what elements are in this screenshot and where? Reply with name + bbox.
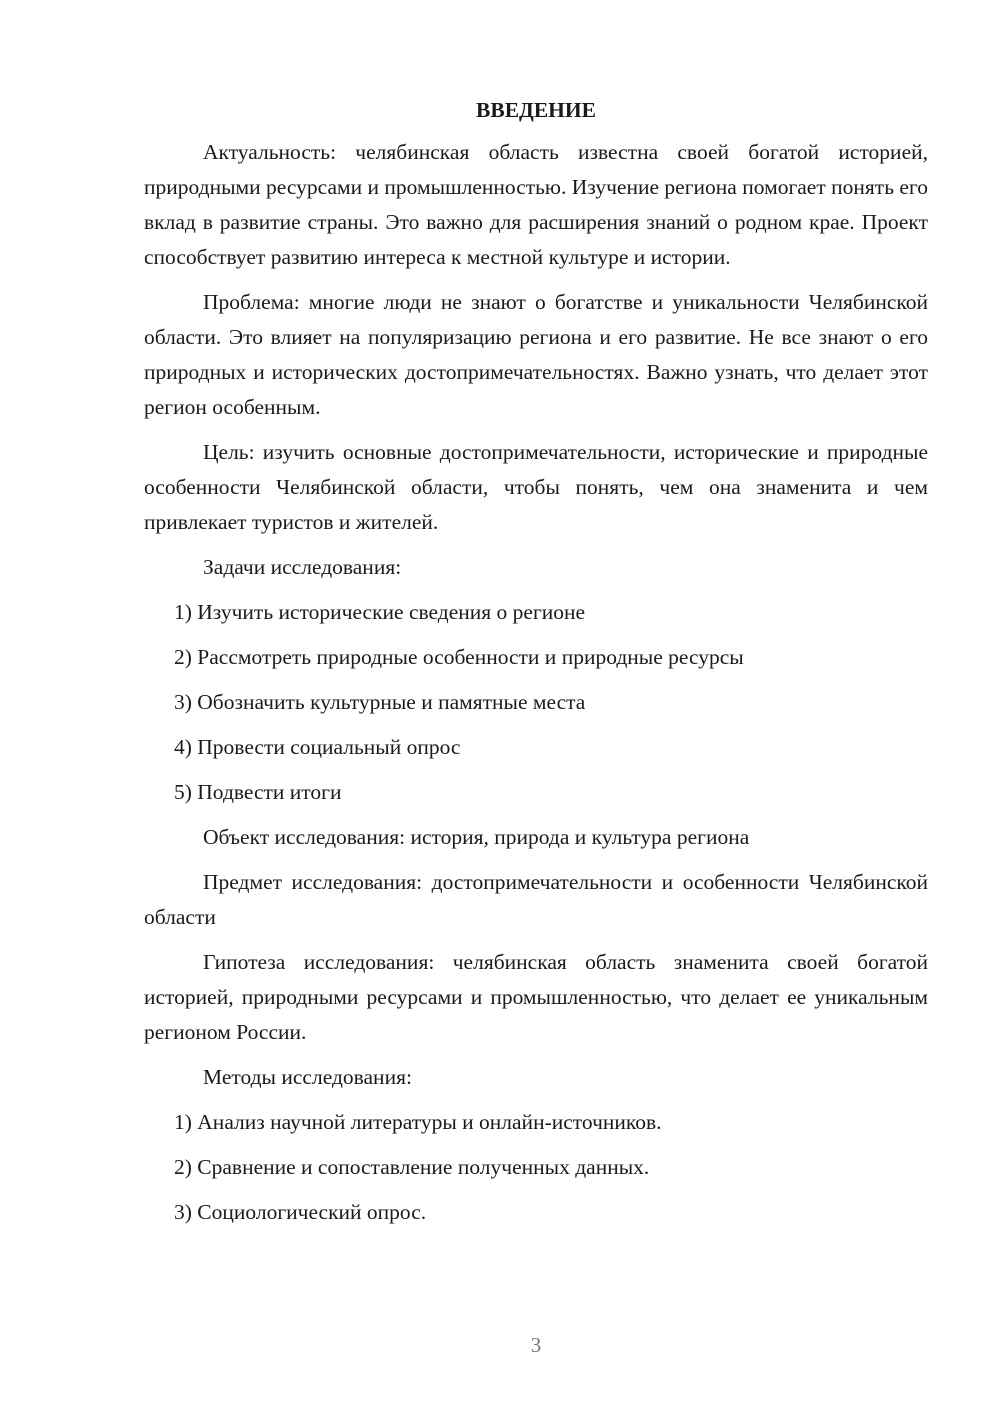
list-item: 3) Социологический опрос. <box>174 1200 427 1224</box>
list-item: 1) Анализ научной литературы и онлайн-источников. <box>174 1110 662 1134</box>
list-item: 5) Подвести итоги <box>174 780 342 804</box>
tasks-list <box>144 595 928 810</box>
methods-list <box>144 1105 928 1230</box>
page-title: ВВЕДЕНИЕ <box>476 98 596 122</box>
list-item: 3) Обозначить культурные и памятные места <box>174 690 586 714</box>
list-item: 2) Рассмотреть природные особенности и природные ресурсы <box>174 645 744 669</box>
hypothesis-paragraph: Гипотеза исследования: челябинская область знаменита своей богатой историей, природными ресурсами и промышленностью, что делает ее уникальным регионом России. <box>144 950 928 1044</box>
page-number: 3 <box>530 1333 542 1357</box>
problem-paragraph: Проблема: многие люди не знают о богатстве и уникальности Челябинской области. Это влияет на популяризацию региона и его развитие. Не все знают о его природных и исторических достопримечательностях. Важно узнать, что делает этот регион особенным. <box>144 290 928 419</box>
list-item: 2) Сравнение и сопоставление полученных данных. <box>174 1155 650 1179</box>
list-item: 4) Провести социальный опрос <box>174 735 461 759</box>
methods-heading: Методы исследования: <box>203 1065 412 1089</box>
tasks-heading: Задачи исследования: <box>203 555 402 579</box>
object-paragraph: Объект исследования: история, природа и культура региона <box>203 825 750 849</box>
relevance-paragraph: Актуальность: челябинская область известна своей богатой историей, природными ресурсами и промышленностью. Изучение региона помогает понять его вклад в развитие страны. Это важно для расширения знаний о родном крае. Проект способствует развитию интереса к местной культуре и истории. <box>144 140 928 269</box>
document-page <box>144 95 928 1240</box>
subject-paragraph: Предмет исследования: достопримечательности и особенности Челябинской области <box>144 870 928 929</box>
list-item: 1) Изучить исторические сведения о регионе <box>174 600 586 624</box>
goal-paragraph: Цель: изучить основные достопримечательности, исторические и природные особенности Челябинской области, чтобы понять, чем она знаменита и чем привлекает туристов и жителей. <box>144 440 928 534</box>
